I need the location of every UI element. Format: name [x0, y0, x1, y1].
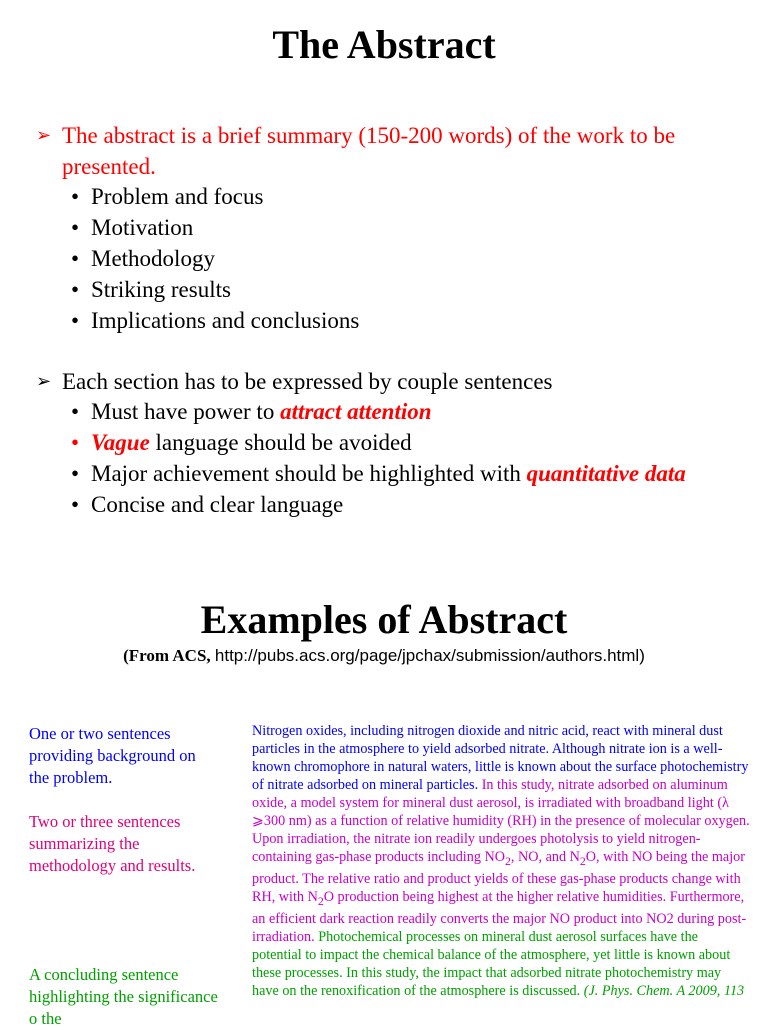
arrow-bullet-icon: ➢	[36, 125, 52, 146]
example-abstract	[252, 722, 750, 1000]
abstract-methods: In this study, nitrate adsorbed on aluminum oxide, a model system for mineral dust aerosol, is irradiated with broadband light (λ ⩾300 nm) as a function of relative humidity (RH) in the presence of molecular oxygen. Upon irradiation, the nitrate ion readily undergoes photolysis to yield nitrogen-containing gas-phase products including $NO_2$, NO, and $N_2O$, with NO being the major product. The relative ratio and product yields of these gas-phase products change with RH, with $N_2O$ production being highest at the higher relative humidities. Furthermore, an efficient dark reaction readily converts the major NO product into NO2 during post-irradiation.	[252, 777, 750, 945]
bullet-dot-icon: •	[71, 184, 80, 209]
note-background: One or two sentences providing background on the problem.	[29, 724, 196, 787]
note-methodology: Two or three sentences summarizing the methodology and results.	[29, 812, 196, 875]
arrow-bullet-icon: ➢	[36, 371, 52, 392]
arrow-point-sections	[36, 366, 736, 397]
journal-citation: (J. Phys. Chem. A 2009, 113	[583, 982, 745, 999]
list-item: • Implications and conclusions	[71, 305, 731, 336]
abstract-background: Nitrogen oxides, including nitrogen dioxide and nitric acid, react with mineral dust particles in the atmosphere to yield adsorbed nitrate. Although nitrate ion is a well-known chromophore in natural waters, little is known about the surface photochemistry of nitrate adsorbed on mineral particles.	[252, 723, 749, 793]
writing-guidelines-list	[71, 396, 731, 520]
bullet-dot-icon: •	[71, 246, 80, 271]
source-citation	[0, 646, 768, 666]
bullet-dot-icon: •	[71, 492, 80, 517]
bullet-dot-icon: •	[71, 215, 80, 240]
list-item: • Motivation	[71, 212, 731, 243]
abstract-conclusion: Photochemical processes on mineral dust aerosol surfaces have the potential to impact the chemical balance of the atmosphere, yet little is known about these processes. In this study, the impact that adsorbed nitrate photochemistry may have on the renoxification of the atmosphere is discussed. (J. Phys. Chem. A 2009, 113	[252, 928, 745, 999]
list-item: • Problem and focus	[71, 181, 731, 212]
source-url: http://pubs.acs.org/page/jpchax/submission/authors.html)	[214, 646, 645, 665]
slide-title: Examples of Abstract	[200, 597, 568, 642]
list-item: • Vague language should be avoided	[71, 427, 731, 458]
bullet-dot-icon: •	[71, 308, 80, 333]
note-conclusion: A concluding sentence highlighting the significance o the	[29, 965, 218, 1028]
slide-title: The Abstract	[272, 22, 496, 67]
arrow-point-text: Each section has to be expressed by couple sentences	[62, 369, 553, 394]
list-item: • Striking results	[71, 274, 731, 305]
list-item: • Must have power to attract attention	[71, 396, 731, 427]
list-item: • Concise and clear language	[71, 489, 731, 520]
bullet-dot-icon: •	[71, 430, 80, 455]
abstract-components-list	[71, 181, 731, 336]
bullet-dot-icon: •	[71, 277, 80, 302]
bullet-dot-icon: •	[71, 399, 80, 424]
bullet-dot-icon: •	[71, 461, 80, 486]
source-label: (From ACS,	[123, 646, 211, 665]
arrow-point-summary	[36, 120, 736, 182]
list-item: • Methodology	[71, 243, 731, 274]
list-item: • Major achievement should be highlighted with quantitative data	[71, 458, 731, 489]
arrow-point-text: The abstract is a brief summary (150-200 words) of the work to be presented.	[62, 123, 676, 179]
